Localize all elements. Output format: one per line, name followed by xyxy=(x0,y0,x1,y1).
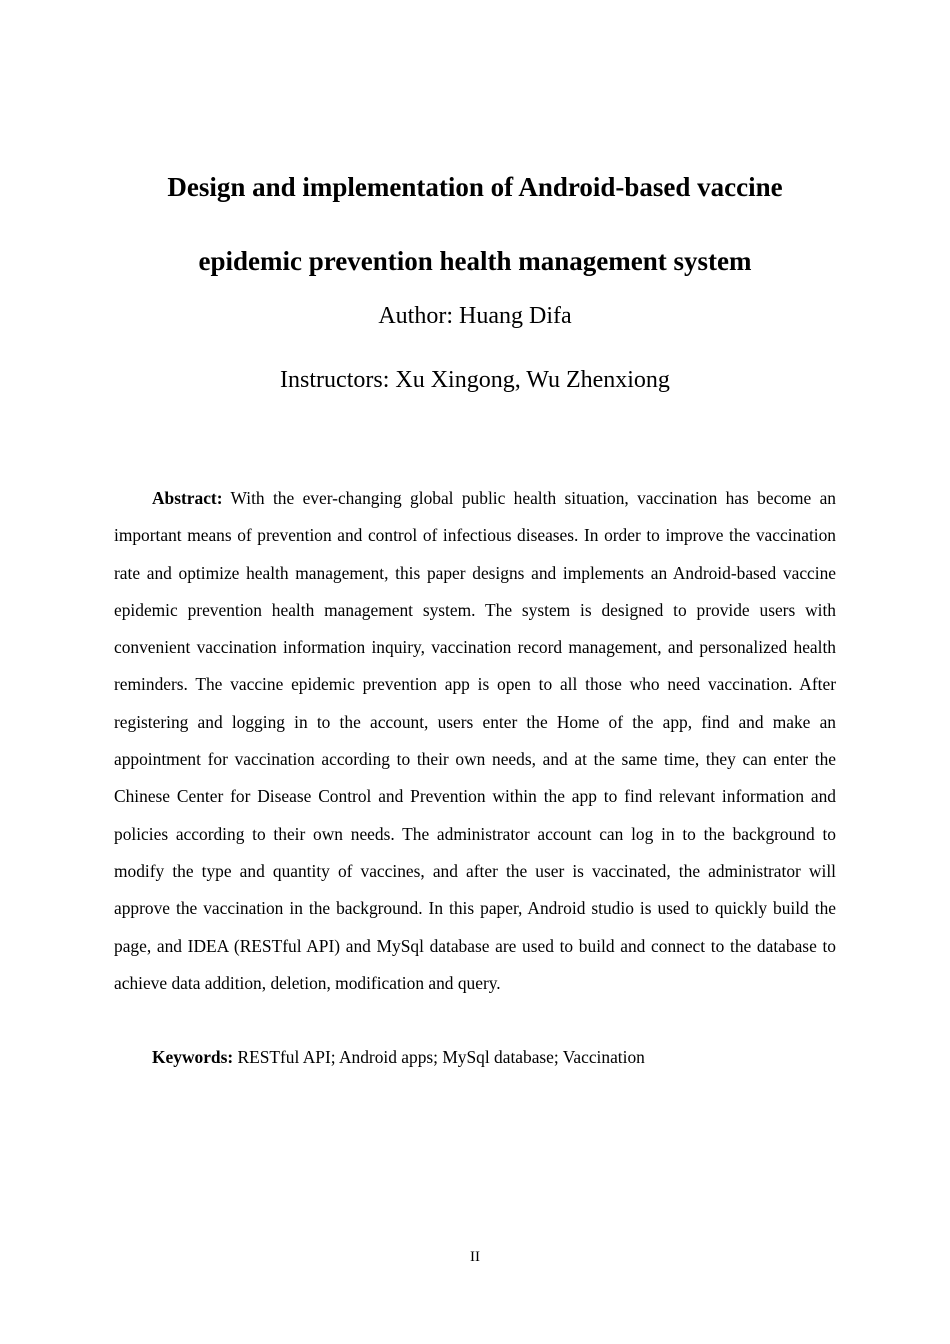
keywords-text: RESTful API; Android apps; MySql database; Vaccination xyxy=(233,1047,645,1067)
paper-title-line-2: epidemic prevention health management system xyxy=(198,246,752,276)
abstract-label: Abstract: xyxy=(152,488,223,508)
page-number: II xyxy=(470,1249,480,1265)
abstract-paragraph xyxy=(114,480,836,1002)
keywords-paragraph xyxy=(114,1040,836,1074)
paper-title-line-1: Design and implementation of Android-based vaccine xyxy=(167,172,783,202)
abstract-text: With the ever-changing global public health situation, vaccination has become an important means of prevention and control of infectious diseases. In order to improve the vaccination rate and optimize health management, this paper designs and implements an Android-based vaccine epidemic prevention health management system. The system is designed to provide users with convenient vaccination information inquiry, vaccination record management, and personalized health reminders. The vaccine epidemic prevention app is open to all those who need vaccination. After registering and logging in to the account, users enter the Home of the app, find and make an appointment for vaccination according to their own needs, and at the same time, they can enter the Chinese Center for Disease Control and Prevention within the app to find relevant information and policies according to their own needs. The administrator account can log in to the background to modify the type and quantity of vaccines, and after the user is vaccinated, the administrator will approve the vaccination in the background. In this paper, Android studio is used to quickly build the page, and IDEA (RESTful API) and MySql database are used to build and connect to the database to achieve data addition, deletion, modification and query. xyxy=(114,488,836,993)
author-line: Author: Huang Difa xyxy=(378,303,572,329)
instructors-line: Instructors: Xu Xingong, Wu Zhenxiong xyxy=(280,367,670,393)
keywords-label: Keywords: xyxy=(152,1047,234,1067)
title-block xyxy=(100,150,850,396)
